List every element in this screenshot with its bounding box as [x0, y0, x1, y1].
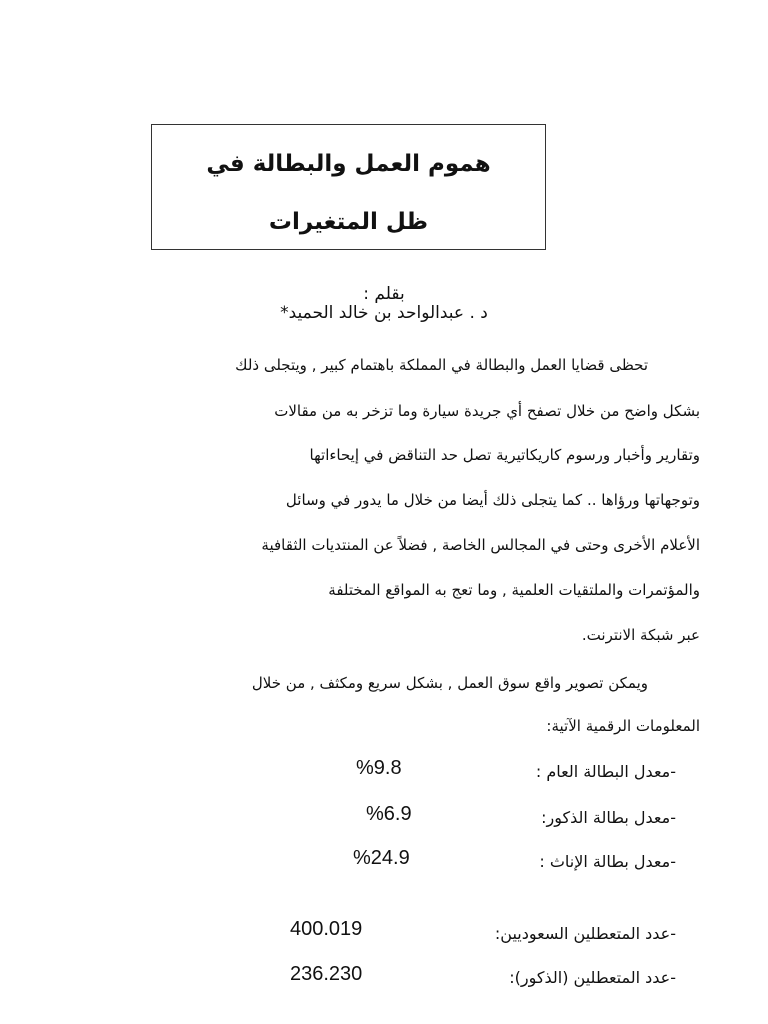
paragraph-line: الأعلام الأخرى وحتى في المجالس الخاصة , فضلاً عن المنتديات الثقافية	[261, 536, 700, 554]
stat-value-general-unemployment: %9.8	[356, 757, 402, 779]
stat-value-male-unemployment: %6.9	[366, 803, 412, 825]
paragraph-line: بشكل واضح من خلال تصفح أي جريدة سيارة وما تزخر به من مقالات	[274, 402, 700, 420]
paragraph-line: عبر شبكة الانترنت.	[581, 626, 700, 644]
title-line-2: ظل المتغيرات	[268, 209, 429, 235]
stat-label-saudi-unemployed: -عدد المتعطلين السعوديين:	[494, 924, 676, 943]
byline-label: بقلم :	[363, 284, 405, 304]
stat-value-saudi-unemployed: 400.019	[290, 918, 363, 940]
paragraph-line: وتوجهاتها ورؤاها .. كما يتجلى ذلك أيضا من خلال ما يدور في وسائل	[285, 491, 700, 509]
paragraph-line: تحظى قضايا العمل والبطالة في المملكة باهتمام كبير , ويتجلى ذلك	[235, 356, 648, 374]
paragraph-line: وتقارير وأخبار ورسوم كاريكاتيرية تصل حد التناقض في إيحاءاتها	[309, 446, 700, 464]
title-line-1: هموم العمل والبطالة في	[206, 151, 491, 177]
title-box	[151, 124, 546, 250]
stat-value-female-unemployment: %24.9	[353, 847, 410, 869]
stat-label-male-unemployed: -عدد المتعطلين (الذكور):	[509, 968, 676, 987]
stat-label-general-unemployment: -معدل البطالة العام :	[535, 762, 676, 781]
stat-label-male-unemployment: -معدل بطالة الذكور:	[541, 808, 676, 827]
paragraph-line: ويمكن تصوير واقع سوق العمل , بشكل سريع ومكثف , من خلال	[251, 674, 648, 692]
stat-value-male-unemployed: 236.230	[290, 963, 363, 985]
paragraph-line: المعلومات الرقمية الآتية:	[546, 717, 700, 735]
paragraph-line: والمؤتمرات والملتقيات العلمية , وما تعج به المواقع المختلفة	[328, 581, 700, 599]
author-name: د . عبدالواحد بن خالد الحميد*	[280, 303, 488, 323]
stat-label-female-unemployment: -معدل بطالة الإناث :	[539, 852, 676, 871]
